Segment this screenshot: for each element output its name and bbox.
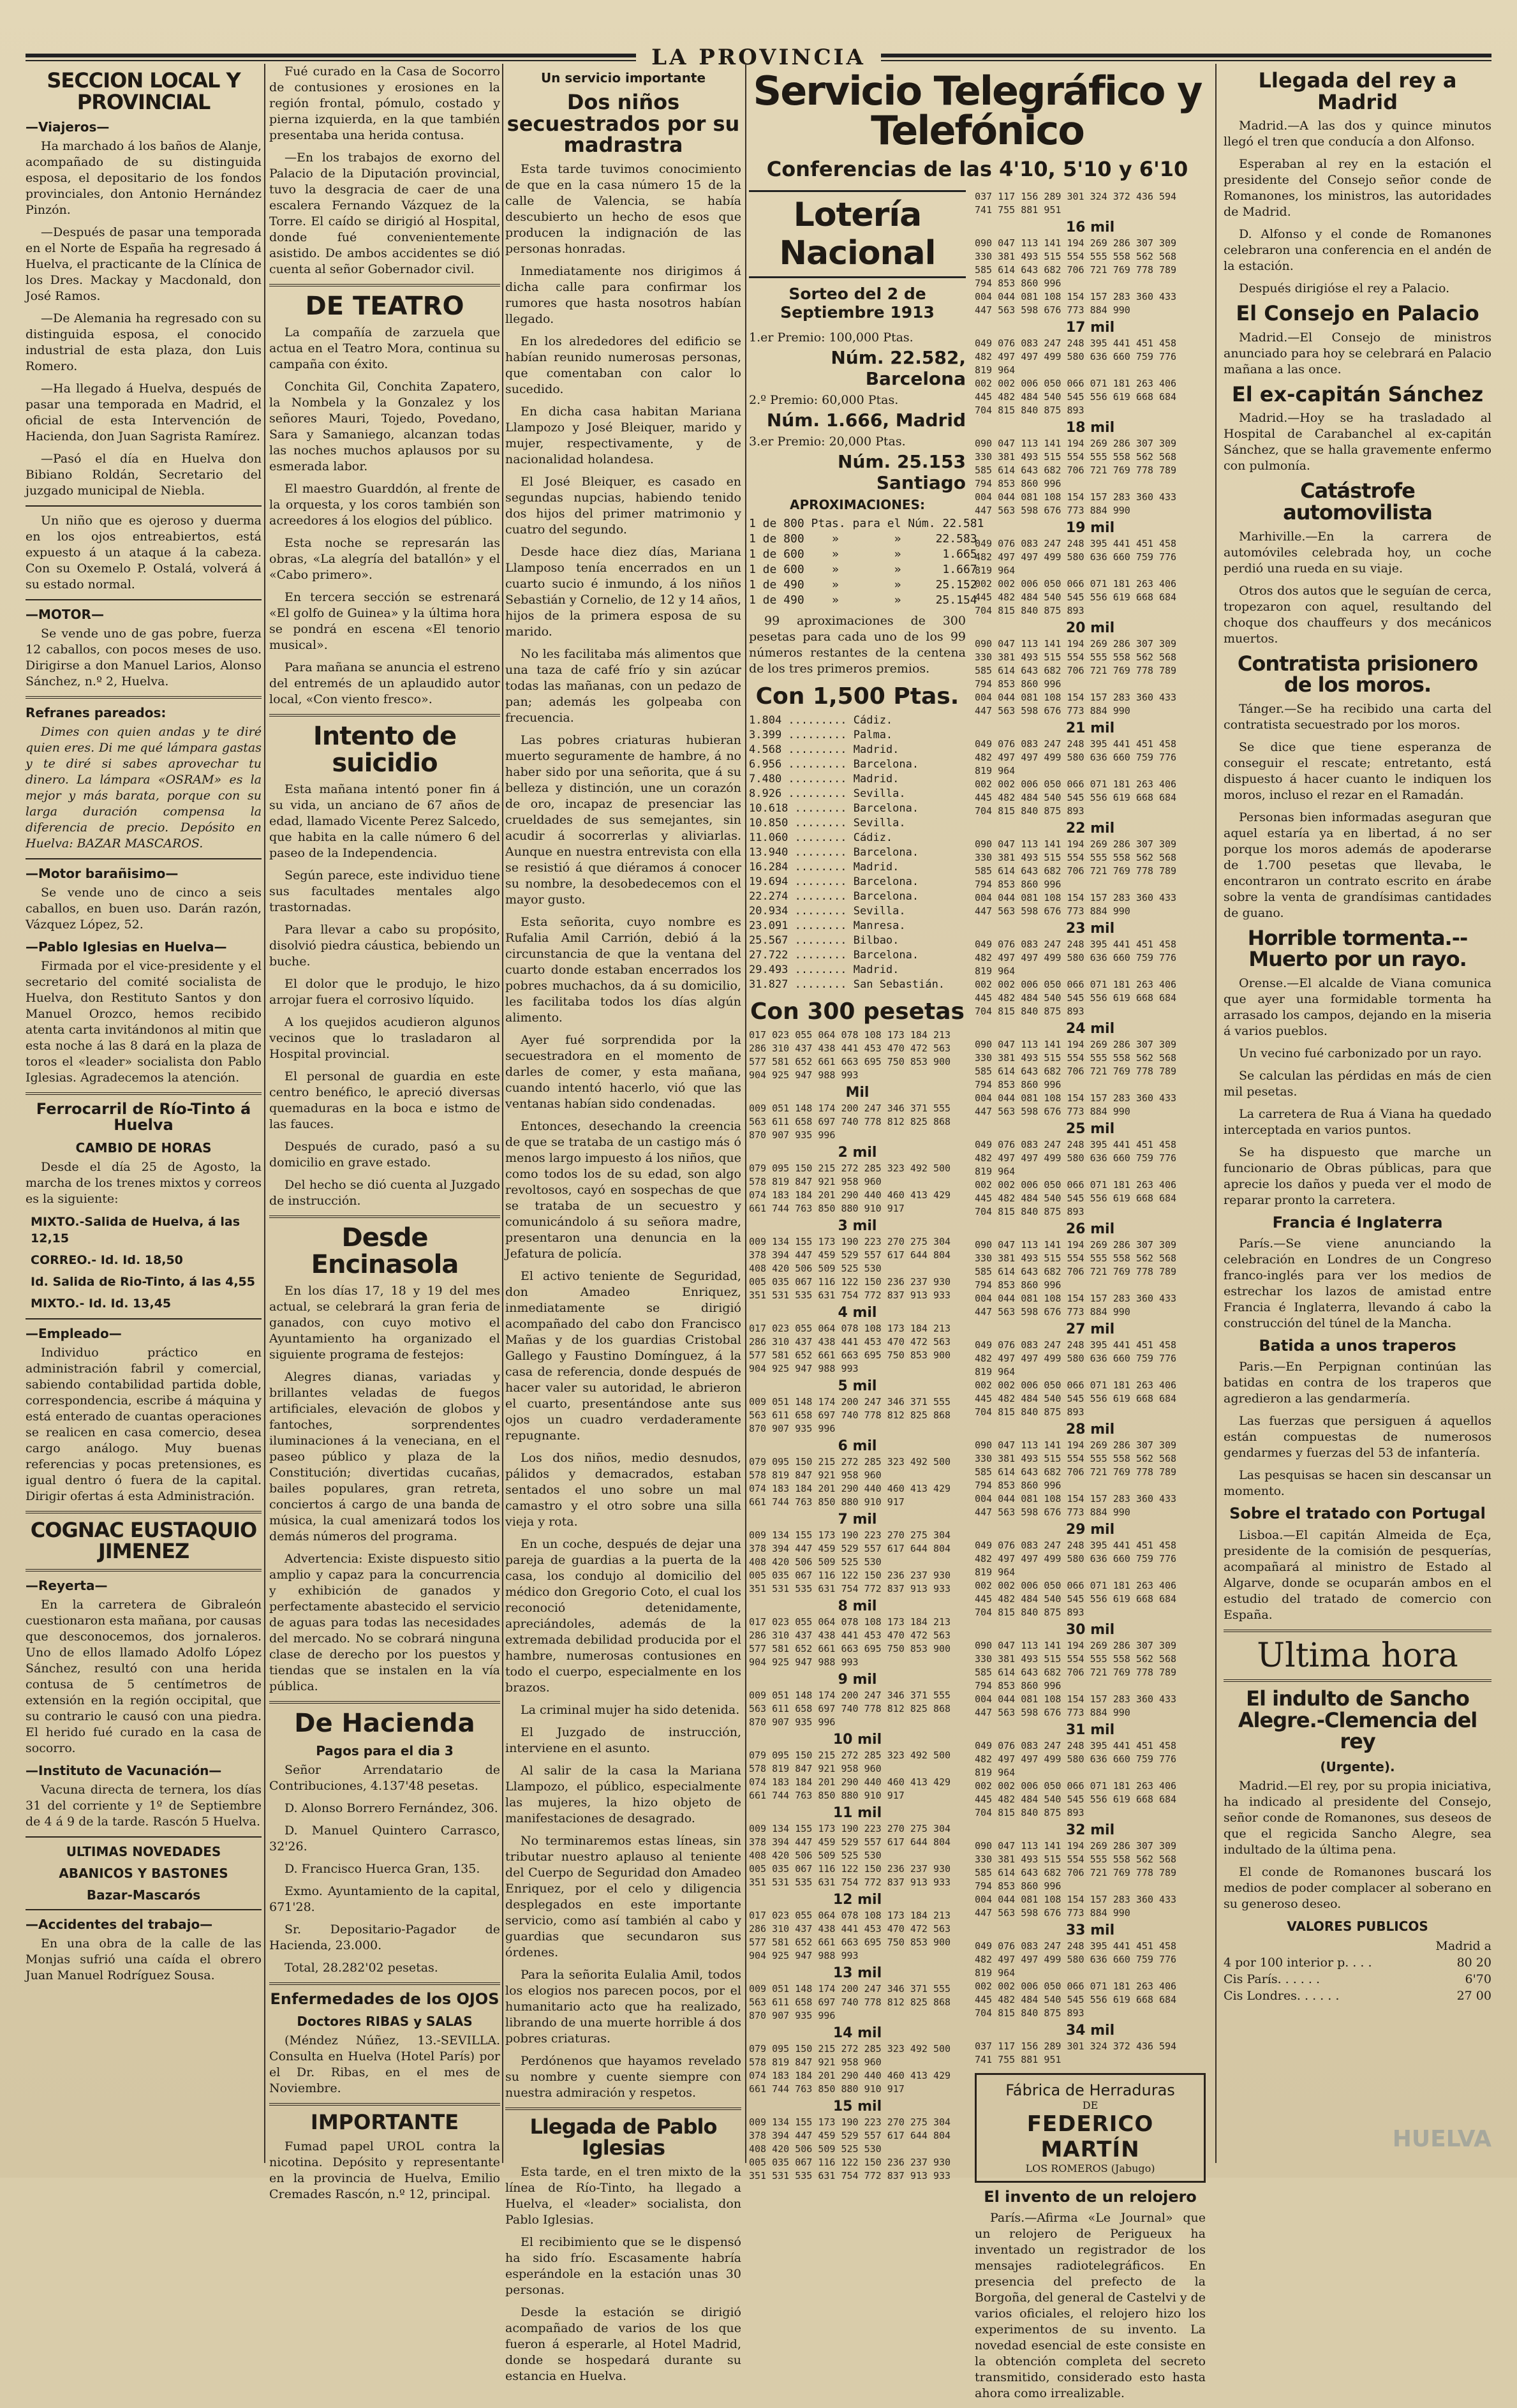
section-title: El indulto de Sancho Alegre.-Clemencia del rey (1238, 1686, 1477, 1754)
section-title: Francia é Inglaterra (1272, 1213, 1443, 1231)
subheading: CAMBIO DE HORAS (75, 1140, 212, 1156)
paragraph: Personas bien informadas aseguran que aquel estaría ya en libertad, á no ser porque los moros además de apoderarse de 1.700 pesetas que llevaba, le encontraron un contrato escrito en árabe sobre la venta de grandísimas cantidades de guano. (1224, 810, 1491, 920)
thousand-heading: 13 mil (833, 1965, 882, 1981)
stock-value: 6'70 (1465, 1972, 1491, 1986)
number-block: 090 047 113 141 194 269 286 307 309 330 381 493 515 554 555 558 562 568 585 614 643 682 706 721 769 778 789 794 853 860 996 004 044 081 108 154 157 283 360 433 447 563 598 676 773 884 990 (975, 1239, 1177, 1318)
divider (1224, 1679, 1491, 1682)
number-block: 090 047 113 141 194 269 286 307 309 330 381 493 515 554 555 558 562 568 585 614 643 682 706 721 769 778 789 794 853 860 996 004 044 081 108 154 157 283 360 433 447 563 598 676 773 884 990 (975, 838, 1177, 917)
paragraph: En la carretera de Gibraleón cuestionaron esta mañana, por causas que desconocemos, dos jornaleros. Uno de ellos llamado Adolfo López Sánchez, resultó con una herida contusa de 5 centímetros de extensión en la región occipital, que su contrario le causó con una piedra. El herido fué curado en la casa de socorro. (26, 1597, 262, 1755)
paragraph: Total, 28.282'02 pesetas. (285, 1961, 438, 1975)
section-title: De Hacienda (294, 1709, 475, 1738)
train-schedule-row: MIXTO.-Salida de Huelva, á las 12,15 (31, 1214, 241, 1245)
section-title: Ferrocarril de Río-Tinto á Huelva (36, 1100, 251, 1134)
paragraph: Firmada por el vice-presidente y el secretario del comité socialista de Huelva, don Restituto Santos y don Manuel Orozco, hemos recibido atenta carta invitándonos al mitin que esta noche á las 8 dará en la plaza de toros el «leader» socialista don Pablo Iglesias. Agradecemos la atención. (26, 959, 262, 1085)
paragraph: Señor Arrendatario de Contribuciones, 4.137'48 pesetas. (269, 1763, 500, 1793)
section-title: Desde Encinasola (311, 1223, 459, 1279)
stock-row (1224, 1988, 1491, 2004)
thousand-heading: 33 mil (1065, 1922, 1115, 1938)
approximations-heading: APROXIMACIONES: (790, 497, 925, 512)
paragraph: —Ha llegado á Huelva, después de pasar una temporada en Madrid, el oficial de esta Intervención de Hacienda, don Juan Sagrista Ramírez. (26, 382, 262, 444)
number-block: 009 134 155 173 190 223 270 275 304 378 394 447 459 529 557 617 644 804 408 420 506 509 525 530 005 035 067 116 122 150 236 237 930 351 531 535 631 754 772 837 913 933 (749, 1236, 951, 1301)
paragraph: Del hecho se dió cuenta al Juzgado de instrucción. (269, 1178, 500, 1208)
thousand-heading: 17 mil (1065, 320, 1115, 336)
thousand-heading: 31 mil (1065, 1722, 1115, 1738)
stock-value: 27 00 (1456, 1988, 1491, 2003)
divider (26, 1092, 262, 1095)
paragraph: Lisboa.—El capitán Almeida de Eça, presidente de la comisión de pesquerías, acompañará al ministro de Estado al Algarve, donde se ocuparán ambos en el estudio del tratado de comercio con España. (1224, 1527, 1491, 1622)
paragraph: Alegres dianas, variadas y brillantes veladas de fuegos artificiales, elevación de globos y fantoches, sorprendentes iluminaciones á la veneciana, en el paseo público y plaza de la Constitución; divertidas cucañas, bailes populares, gran retreta, conciertos á cargo de una banda de música, la cual amenizará todos los demás números del programa. (269, 1370, 500, 1543)
divider (1224, 1630, 1491, 1632)
paragraph: —En los trabajos de exorno del Palacio de la Diputación provincial, tuvo la desgracia de caer de una escalera Fernando Vázquez de la Torre. El caído se dirigió al Hospital, donde fué convenientemente asistido. De ambos accidentes se dió cuenta al señor Gobernador civil. (269, 151, 500, 276)
thousand-heading: 18 mil (1065, 420, 1115, 436)
column-divider (1215, 64, 1217, 2163)
paragraph: El recibimiento que se le dispensó ha sido frío. Escasamente habría esperándole en la estación unas 30 personas. (505, 2234, 741, 2297)
section-title: El ex-capitán Sánchez (1231, 382, 1484, 406)
divider (26, 1909, 262, 1910)
section-title: Llegada de Pablo Iglesias (529, 2114, 717, 2160)
paragraph: Otros dos autos que le seguían de cerca, tropezaron con aquel, resultando del choque dos chauffeurs y dos mecánicos muertos. (1224, 583, 1491, 646)
paragraph: Esperaban al rey en la estación el presidente del Consejo señor conde de Romanones, los ministros, las autoridades de Madrid. (1224, 157, 1491, 219)
number-block: 017 023 055 064 078 108 173 184 213 286 310 437 438 441 453 470 472 563 577 581 652 661 663 695 750 853 900 904 925 947 988 993 (749, 1616, 951, 1668)
thousand-heading: 12 mil (833, 1892, 882, 1908)
paragraph: Sr. Depositario-Pagador de Hacienda, 23.000. (269, 1922, 500, 1952)
paragraph: París.—Afirma «Le Journal» que un relojero de Perigueux ha inventado un registrador de los mensajes radiotelegráficos. En presencia del prefecto de la Borgoña, del general de Castelvi y de varios oficiales, el relojero hizo los experimentos de su invento. La novedad esencial de este consiste en la obtención completa del secreto transmitido, considerado esto hasta ahora como irrealizable. (975, 2211, 1206, 2401)
paragraph: Se vende uno de cinco a seis caballos, en buen uso. Darán razón, Vázquez López, 52. (26, 886, 262, 932)
divider (505, 2107, 741, 2110)
stock-label: Cis Londres. . . . . . (1224, 1988, 1340, 2003)
paragraph: Orense.—El alcalde de Viana comunica que ayer una formidable tormenta ha arrasado los campos, dejando en la miseria á varios pueblos. (1224, 976, 1491, 1038)
paragraph: La criminal mujer ha sido detenida. (521, 1702, 740, 1717)
thousand-heading: 4 mil (838, 1305, 877, 1321)
paragraph: Individuo práctico en administración fabril y comercial, sabiendo contabilidad partida doble, correspondencia, escribe á máquina y está enterado de cuantas operaciones se realicen en casa comercio, desea cargo análogo. Muy buenas referencias y pocas pretensiones, es igual dentro ó fuera de la capital. Dirigir ofertas á esta Administración. (26, 1345, 262, 1503)
thousand-heading: 8 mil (838, 1598, 877, 1614)
paragraph: —De Alemania ha regresado con su distinguida esposa, el conocido industrial de esta plaza, don Luis Romero. (26, 311, 262, 374)
divider (269, 284, 500, 286)
paragraph: Inmediatamente nos dirigimos á dicha calle para confirmar los rumores que hasta nosotros habían llegado. (505, 264, 741, 326)
divider (269, 2103, 500, 2106)
paragraph: Un vecino fué carbonizado por un rayo. (1239, 1046, 1482, 1060)
ad-line: Fábrica de Herraduras (1005, 2081, 1175, 2099)
paragraph: Entonces, desechando la creencia de que se trataba de un castigo más ó menos largo impuesto á los niños, que como todos los de su edad, son algo revoltosos, cayó en sospechas de que se trataba de un secuestro y comunicándolo á su señora madre, presentaron una denuncia en la Jefatura de policía. (505, 1119, 741, 1261)
divider (26, 858, 262, 859)
train-schedule-row: Id. Salida de Rio-Tinto, á las 4,55 (31, 1274, 256, 1289)
column-3 (505, 64, 741, 2383)
number-block: 037 117 156 289 301 324 372 436 594 741 755 881 951 (975, 2040, 1177, 2065)
advert-line: Bazar-Mascarós (86, 1887, 201, 1903)
section-title: Contratista prisionero de los moros. (1237, 651, 1478, 697)
paragraph: Se ha dispuesto que marche un funcionario de Obras públicas, para que aprecie los daños y pueda ver el modo de reparar pronto la carretera. (1224, 1145, 1491, 1207)
paragraph: Tánger.—Se ha recibido una carta del contratista secuestrado por los moros. (1224, 701, 1491, 732)
ad-line: DE (1082, 2099, 1099, 2111)
number-block: 090 047 113 141 194 269 286 307 309 330 381 493 515 554 555 558 562 568 585 614 643 682 706 721 769 778 789 794 853 860 996 004 044 081 108 154 157 283 360 433 447 563 598 676 773 884 990 (975, 1039, 1177, 1117)
paragraph: El conde de Romanones buscará los medios de poder complacer al soberano en su generoso deseo. (1224, 1864, 1491, 1911)
thousand-heading: 23 mil (1065, 921, 1115, 937)
divider (26, 599, 262, 600)
divider (26, 696, 262, 699)
masthead-rule-left (26, 54, 636, 61)
divider (269, 1701, 500, 1704)
archive-stamp: HUELVA (1392, 2126, 1491, 2152)
paragraph: Desde el día 25 de Agosto, la marcha de los trenes mixtos y correos es la siguiente: (26, 1159, 262, 1206)
divider (269, 1982, 500, 1985)
prize-number: Núm. 25.153 Santiago (838, 451, 966, 493)
paragraph: Después de curado, pasó a su domicilio en grave estado. (269, 1140, 500, 1170)
advert-line: ULTIMAS NOVEDADES (66, 1843, 221, 1859)
subheading: —Empleado— (26, 1325, 122, 1341)
paragraph: —Después de pasar una temporada en el Norte de España ha regresado á Huelva, el practicante de la Clínica de los Dres. Mackay y Macdonald, don José Ramos. (26, 225, 262, 304)
paragraph: Para la señorita Eulalia Amil, todos los elogios nos parecen pocos, por el humanitario acto que ha realizado, librando de una muerte horrible á dos pobres criaturas. (505, 1967, 741, 2046)
number-block: 090 047 113 141 194 269 286 307 309 330 381 493 515 554 555 558 562 568 585 614 643 682 706 721 769 778 789 794 853 860 996 004 044 081 108 154 157 283 360 433 447 563 598 676 773 884 990 (975, 237, 1177, 316)
thousand-heading: 25 mil (1065, 1121, 1115, 1137)
paragraph: Dimes con quien andas y te diré quien eres. Di me qué lámpara gastas y te diré si sabes aprovechar tu dinero. La lámpara «OSRAM» es la mejor y más barata, porque con su larga duración compensa la diferencia de precio. Depósito en Huelva: BAZAR MASCAROS. (26, 725, 262, 851)
horseshoe-factory-ad (975, 2073, 1206, 2183)
subheading: VALORES PUBLICOS (1287, 1918, 1428, 1934)
advert-line: ABANICOS Y BASTONES (59, 1865, 228, 1881)
number-block: 009 134 155 173 190 223 270 275 304 378 394 447 459 529 557 617 644 804 408 420 506 509 525 530 005 035 067 116 122 150 236 237 930 351 531 535 631 754 772 837 913 933 (749, 1823, 951, 1888)
number-block: 009 051 148 174 200 247 346 371 555 563 611 658 697 740 778 812 825 868 870 907 935 996 (749, 1690, 951, 1728)
divider (26, 1511, 262, 1513)
thousand-heading: Mil (845, 1085, 870, 1101)
number-block: 090 047 113 141 194 269 286 307 309 330 381 493 515 554 555 558 562 568 585 614 643 682 706 721 769 778 789 794 853 860 996 004 044 081 108 154 157 283 360 433 447 563 598 676 773 884 990 (975, 638, 1177, 717)
prize-label: 3.er Premio: 20,000 Ptas. (749, 435, 906, 449)
paragraph: Después dirigióse el rey a Palacio. (1239, 281, 1450, 296)
section-title: Intento de suicidio (313, 722, 457, 778)
paragraph: Se vende uno de gas pobre, fuerza 12 caballos, con pocos meses de uso. Dirigirse a don Manuel Larios, Alonso Sánchez, n.º 2, Huelva. (26, 627, 262, 689)
paragraph: Perdónenos que hayamos revelado su nombre y cuente siempre con nuestra admiración y respetos. (505, 2053, 741, 2100)
subheading: —Reyerta— (26, 1577, 108, 1593)
prize-tier-heading: Con 1,500 Ptas. (755, 683, 959, 710)
divider (269, 1215, 500, 1218)
column-1 (26, 64, 262, 2163)
section-title: Batida a unos traperos (1259, 1337, 1456, 1355)
paragraph: En un coche, después de dejar una pareja de guardias a la puerta de la casa, los condujo al domicilio del médico don Gregorio Coto, el cual los reconoció detenidamente, apreciándoles, además de la extremada debilidad producida por el hambre, numerosas contusiones en todo el cuerpo, especialmente en los brazos. (505, 1536, 741, 1695)
paragraph: Un niño que es ojeroso y duerma en los ojos entreabiertos, está expuesto á un ataque á la cabeza. Con su Oxemelo P. Ostalá, volverá á su estado normal. (26, 514, 262, 592)
subheading: Doctores RIBAS y SALAS (297, 2014, 473, 2030)
number-block: 079 095 150 215 272 285 323 492 500 578 819 847 921 958 960 074 183 184 201 290 440 460 413 429 661 744 763 850 880 910 917 (749, 1456, 951, 1508)
stock-table (1224, 1938, 1491, 2004)
divider (26, 1836, 262, 1838)
paragraph: Madrid.—Hoy se ha trasladado al Hospital de Carabanchel al ex-capitán Sánchez, que se halla gravemente enfermo con pulmonía. (1224, 411, 1491, 473)
thousand-heading: 32 mil (1065, 1822, 1115, 1838)
thousand-heading: 26 mil (1065, 1221, 1115, 1237)
section-title: Sobre el tratado con Portugal (1229, 1505, 1486, 1523)
number-block: 009 134 155 173 190 223 270 275 304 378 394 447 459 529 557 617 644 804 408 420 506 509 525 530 005 035 067 116 122 150 236 237 930 351 531 535 631 754 772 837 913 933 (749, 2116, 951, 2181)
number-block: 009 134 155 173 190 223 270 275 304 378 394 447 459 529 557 617 644 804 408 420 506 509 525 530 005 035 067 116 122 150 236 237 930 351 531 535 631 754 772 837 913 933 (749, 1529, 951, 1594)
thousand-heading: 27 mil (1065, 1321, 1115, 1337)
divider (26, 1569, 262, 1572)
paragraph: Esta tarde tuvimos conocimiento de que en la casa número 15 de la calle de Valencia, se había descubierto un hecho de esos que producen la indignación de las personas honradas. (505, 161, 741, 256)
thousand-heading: 30 mil (1065, 1622, 1115, 1638)
paragraph: En los alrededores del edificio se habían reunido numerosas personas, que comentaban con calor lo sucedido. (505, 334, 741, 396)
paragraph: El maestro Guarddón, al frente de la orquesta, y los coros también son acreedores á los elogios del público. (269, 482, 500, 528)
section-title: SECCION LOCAL Y PROVINCIAL (47, 68, 241, 114)
prize-number: Núm. 22.582, Barcelona (831, 347, 966, 389)
paragraph: Al salir de la casa la Mariana Llampozo, el público, especialmente las mujeres, la hizo objeto de manifestaciones de desagrado. (505, 1763, 741, 1825)
subheading: —MOTOR— (26, 607, 104, 623)
paragraph: El Juzgado de instrucción, interviene en el asunto. (505, 1725, 741, 1755)
number-block: 009 051 148 174 200 247 346 371 555 563 611 658 697 740 778 812 825 868 870 907 935 996 (749, 1396, 951, 1434)
paragraph: El dolor que le produjo, le hizo arrojar fuera el corrosivo líquido. (269, 977, 500, 1007)
number-block: 090 047 113 141 194 269 286 307 309 330 381 493 515 554 555 558 562 568 585 614 643 682 706 721 769 778 789 794 853 860 996 004 044 081 108 154 157 283 360 433 447 563 598 676 773 884 990 (975, 1439, 1177, 1518)
paragraph: Madrid.—El Consejo de ministros anunciado para hoy se celebrará en Palacio mañana a las once. (1224, 330, 1491, 376)
column-2 (269, 64, 500, 2201)
column-4 (749, 64, 1206, 2401)
thousand-heading: 34 mil (1065, 2023, 1115, 2039)
paragraph: Paris.—En Perpignan continúan las batidas en contra de los traperos que agredieron a las gendarmería. (1224, 1360, 1491, 1406)
advert-title: Enfermedades de los OJOS (270, 1990, 500, 2008)
paragraph: Según parece, este individuo tiene sus facultades mentales algo trastornadas. (269, 868, 500, 914)
subheading: —Pablo Iglesias en Huelva— (26, 939, 227, 955)
divider (26, 505, 262, 507)
thousand-heading: 29 mil (1065, 1522, 1115, 1538)
number-block: 017 023 055 064 078 108 173 184 213 286 310 437 438 441 453 470 472 563 577 581 652 661 663 695 750 853 900 904 925 947 988 993 (749, 1029, 951, 1081)
paragraph: En los días 17, 18 y 19 del mes actual, se celebrará la gran feria de ganados, con cuyo motivo el Ayuntamiento ha organizado el siguiente programa de festejos: (269, 1284, 500, 1362)
paragraph: París.—Se viene anunciando la celebración en Londres de un Congreso franco-inglés para ver los medios de estrechar los lazos de amistad entre Francia é Inglaterra, llevando á cabo la construcción del túnel de la Mancha. (1224, 1237, 1491, 1331)
number-block: 049 076 083 247 248 395 441 451 458 482 497 497 499 580 636 660 759 776 819 964 002 002 006 050 066 071 181 263 406 445 482 484 540 545 556 619 668 684 704 815 840 875 893 (975, 939, 1177, 1017)
paragraph: D. Alfonso y el conde de Romanones celebraron una conferencia en el andén de la estación. (1224, 227, 1491, 274)
number-block: 079 095 150 215 272 285 323 492 500 578 819 847 921 958 960 074 183 184 201 290 440 460 413 429 661 744 763 850 880 910 917 (749, 2043, 951, 2095)
number-block: 090 047 113 141 194 269 286 307 309 330 381 493 515 554 555 558 562 568 585 614 643 682 706 721 769 778 789 794 853 860 996 004 044 081 108 154 157 283 360 433 447 563 598 676 773 884 990 (975, 438, 1177, 516)
section-title: Catástrofe automovilista (1283, 479, 1432, 524)
paragraph: Se dice que tiene esperanza de conseguir el rescate; entretanto, está dispuesto á hacer cuanto le indiquen los moros, incluso el rezar en el Ramadán. (1224, 739, 1491, 802)
approximations-list: 1 de 800 Ptas. para el Núm. 22.581 1 de 800 » » 22.583 1 de 600 » » 1.665 1 de 600 » » 1.667 1 de 490 » » 25.152 1 de 490 » » 25.154 (749, 517, 984, 607)
paragraph: Esta señorita, cuyo nombre es Rufalia Amil Carrión, debió á la circunstancia de que la ventana del cuarto donde estaban encerrados los pobres muchachos, da á su domicilio, les facilitaba todos los días algún alimento. (505, 914, 741, 1025)
winners-list: 1.804 ......... Cádiz. 3.399 ......... Palma. 4.568 ......... Madrid. 6.956 ......... Barcelona. 7.480 ......... Madrid. 8.926 ......... Sevilla. 10.618 ........ Barcelona. 10.850 ........ Sevilla. 11.060 ........ Cádiz. 13.940 ........ Barcelona. 16.284 ........ Madrid. 19.694 ........ Barcelona. 22.274 ........ Barcelona. 20.934 ........ Sevilla. 23.091 ........ Manresa. 25.567 ........ Bilbao. 27.722 ........ Barcelona. 29.493 ........ Madrid. 31.827 ........ San Sebastián. (749, 714, 945, 991)
advert-title: COGNAC EUSTAQUIO JIMENEZ (30, 1517, 257, 1564)
train-schedule-row: CORREO.- Id. Id. 18,50 (31, 1252, 183, 1267)
paragraph: Madrid.—A las dos y quince minutos llegó el tren que conducía a don Alfonso. (1224, 119, 1491, 149)
train-schedule-row: MIXTO.- Id. Id. 13,45 (31, 1296, 172, 1311)
paragraph: En dicha casa habitan Mariana Llampozo y José Bleiquer, marido y mujer, respectivamente, y de nacionalidad holandesa. (505, 404, 741, 466)
paragraph: La compañía de zarzuela que actua en el Teatro Mora, continua su campaña con éxito. (269, 325, 500, 371)
paragraph: Madrid.—El rey, por su propia iniciativa, ha indicado al presidente del Consejo, señor conde de Romanones, sus deseos de que el regicida Sancho Alegre, sea indultado de la última pena. (1224, 1778, 1491, 1857)
paragraph: No terminaremos estas líneas, sin tributar nuestro aplauso al teniente del Cuerpo de Seguridad don Amadeo Enriquez, por el celo y diligencia desplegados en este importante servicio, como así también al cabo y guardias que secundaron sus órdenes. (505, 1833, 741, 1959)
stock-location: Madrid a (1435, 1938, 1491, 1953)
masthead-rule-right (881, 54, 1491, 61)
paragraph: Se calculan las pérdidas en más de cien mil pesetas. (1224, 1068, 1491, 1099)
number-block: 049 076 083 247 248 395 441 451 458 482 497 497 499 580 636 660 759 776 819 964 002 002 006 050 066 071 181 263 406 445 482 484 540 545 556 619 668 684 704 815 840 875 893 (975, 1940, 1177, 2019)
paragraph: Para mañana se anuncia el estreno del entremés de un aplaudido autor local, «Con viento fresco». (269, 660, 500, 706)
number-block: 079 095 150 215 272 285 323 492 500 578 819 847 921 958 960 074 183 184 201 290 440 460 413 429 661 744 763 850 880 910 917 (749, 1163, 951, 1214)
paragraph: D. Francisco Huerca Gran, 135. (285, 1862, 480, 1876)
number-block: 049 076 083 247 248 395 441 451 458 482 497 497 499 580 636 660 759 776 819 964 002 002 006 050 066 071 181 263 406 445 482 484 540 545 556 619 668 684 704 815 840 875 893 (975, 1740, 1177, 1818)
thousand-heading: 22 mil (1065, 821, 1115, 836)
ad-line: LOS ROMEROS (Jabugo) (1025, 2162, 1155, 2174)
paragraph: Advertencia: Existe dispuesto sitio amplio y capaz para la concurrencia y exhibición de ganados y perfectamente abastecido el servicio de aguas para todas las necesidades del mercado. No se cobrará ninguna clase de derecho por los puestos y tiendas que se instalen en la vía pública. (269, 1552, 500, 1693)
section-title: Ultima hora (1257, 1636, 1458, 1675)
thousand-heading: 16 mil (1065, 219, 1115, 235)
paragraph: Ayer fué sorprendida por la secuestradora en el momento de darles de comer, y esta mañana, cuando intentó hacerlo, vió que las ventanas habían sido condenadas. (505, 1032, 741, 1111)
number-block: 049 076 083 247 248 395 441 451 458 482 497 497 499 580 636 660 759 776 819 964 002 002 006 050 066 071 181 263 406 445 482 484 540 545 556 619 668 684 704 815 840 875 893 (975, 1139, 1177, 1217)
stock-row (1224, 1971, 1491, 1988)
divider (269, 714, 500, 717)
prize-tier-heading: Con 300 pesetas (750, 999, 965, 1025)
thousand-heading: 24 mil (1065, 1021, 1115, 1037)
masthead-title: LA PROVINCIA (651, 45, 866, 70)
paragraph: Los dos niños, medio desnudos, pálidos y demacrados, estaban sentados el uno sobre un mal camastro y el otro sobre una silla vieja y rota. (505, 1450, 741, 1529)
paragraph: Desde hace diez días, Mariana Llamposo tenía encerrados en un cuarto sucio é inmundo, á los niños Sebastián y Cornelio, de 12 y 14 años, hijos de la primera esposa de su marido. (505, 544, 741, 639)
ad-line: FEDERICO MARTÍN (1026, 2111, 1154, 2162)
section-title: Llegada del rey a Madrid (1258, 68, 1457, 114)
paragraph: Las fuerzas que persiguen á aquellos están compuestas de numerosos gendarmes y fuerzas del 53 de infantería. (1224, 1414, 1491, 1460)
paragraph: 99 aproximaciones de 300 pesetas para cada uno de los 99 números restantes de la centena de los tres primeros premios. (749, 614, 966, 676)
thousand-heading: 11 mil (833, 1805, 882, 1821)
number-block: 049 076 083 247 248 395 441 451 458 482 497 497 499 580 636 660 759 776 819 964 002 002 006 050 066 071 181 263 406 445 482 484 540 545 556 619 668 684 704 815 840 875 893 (975, 738, 1177, 817)
thousand-heading: 2 mil (838, 1145, 877, 1161)
paragraph: D. Manuel Quintero Carrasco, 32'26. (269, 1824, 500, 1854)
telegraph-subheading: Conferencias de las 4'10, 5'10 y 6'10 (766, 157, 1188, 181)
stock-label: 4 por 100 interior p. . . . (1224, 1955, 1372, 1970)
subheading: (Urgente). (1320, 1758, 1395, 1774)
section-title: DE TEATRO (305, 292, 464, 321)
paragraph: La carretera de Rua á Viana ha quedado interceptada en varios puntos. (1224, 1106, 1491, 1137)
paragraph: Las pobres criaturas hubieran muerto seguramente de hambre, á no haber sido por una señorita, que á su belleza y distinción, une un corazón de oro, incapaz de presenciar las crueldades de sus semejantes, sin acudir á socorrerlas y aliviarlas. Aunque en nuestra entrevista con ella se resistió á que diéramos á conocer su nombre, la desobedecemos con el mayor gusto. (505, 732, 741, 907)
stock-value: 80 20 (1456, 1955, 1491, 1970)
paragraph: El José Bleiquer, es casado en segundas nupcias, habiendo tenido dos hijos del primer matrimonio y cuatro del segundo. (505, 474, 741, 537)
subheading: —Motor barañisimo— (26, 866, 179, 882)
number-block: 017 023 055 064 078 108 173 184 213 286 310 437 438 441 453 470 472 563 577 581 652 661 663 695 750 853 900 904 925 947 988 993 (749, 1910, 951, 1961)
thousand-heading: 6 mil (838, 1438, 877, 1454)
number-block: 049 076 083 247 248 395 441 451 458 482 497 497 499 580 636 660 759 776 819 964 002 002 006 050 066 071 181 263 406 445 482 484 540 545 556 619 668 684 704 815 840 875 893 (975, 1540, 1177, 1618)
number-block: 017 023 055 064 078 108 173 184 213 286 310 437 438 441 453 470 472 563 577 581 652 661 663 695 750 853 900 904 925 947 988 993 (749, 1323, 951, 1374)
advert-title: IMPORTANTE (310, 2110, 459, 2135)
paragraph: A los quejidos acudieron algunos vecinos que lo trasladaron al Hospital provincial. (269, 1015, 500, 1061)
number-block: 037 117 156 289 301 324 372 436 594 741 755 881 951 (975, 191, 1177, 216)
paragraph: El personal de guardia en este centro benéfico, le apreció diversas quemaduras en la boca e istmo de las fauces. (269, 1069, 500, 1131)
stock-label: Cis París. . . . . . (1224, 1972, 1321, 1986)
thousand-heading: 3 mil (838, 1218, 877, 1234)
paragraph: Para llevar a cabo su propósito, disolvió piedra cáustica, bebiendo un buche. (269, 923, 500, 969)
section-title: El Consejo en Palacio (1236, 301, 1479, 326)
prize-label: 1.er Premio: 100,000 Ptas. (749, 331, 914, 345)
paragraph: Conchita Gil, Conchita Zapatero, la Nombela y la Gonzalez y los señores Mauri, Tojedo, Povedano, Sara y Samaniego, alcanzan todas las noches muchos aplausos por su esmerada labor. (269, 380, 500, 473)
paragraph: En tercera sección se estrenará «El golfo de Guinea» y la última hora se pondrá en escena «El tenorio musical». (269, 590, 500, 652)
paragraph: —Pasó el día en Huelva don Bibiano Roldán, Secretario del juzgado municipal de Niebla. (26, 452, 262, 498)
lottery-date: Sorteo del 2 de Septiembre 1913 (780, 285, 935, 322)
lottery-results (749, 190, 984, 2408)
paragraph: Fumad papel UROL contra la nicotina. Depósito y representante en la provincia de Huelva, Emilio Cremades Rascón, n.º 12, principal. (269, 2139, 500, 2201)
column-divider (264, 64, 265, 2163)
kicker: Un servicio importante (540, 70, 706, 85)
subheading: —Instituto de Vacunación— (26, 1762, 222, 1778)
subheading: Refranes pareados: (26, 705, 166, 721)
thousand-heading: 10 mil (833, 1732, 882, 1748)
lottery-number-lists (975, 190, 1206, 2408)
number-block: 049 076 083 247 248 395 441 451 458 482 497 497 499 580 636 660 759 776 819 964 002 002 006 050 066 071 181 263 406 445 482 484 540 545 556 619 668 684 704 815 840 875 893 (975, 538, 1177, 616)
paragraph: Las pesquisas se hacen sin descansar un momento. (1224, 1468, 1491, 1499)
paragraph: Marhiville.—En la carrera de automóviles celebrada hoy, un coche perdió una rueda en su viaje. (1224, 529, 1491, 576)
section-title: Dos niños secuestrados por su madrastra (507, 90, 740, 158)
number-block: 090 047 113 141 194 269 286 307 309 330 381 493 515 554 555 558 562 568 585 614 643 682 706 721 769 778 789 794 853 860 996 004 044 081 108 154 157 283 360 433 447 563 598 676 773 884 990 (975, 1640, 1177, 1718)
divider (26, 1318, 262, 1319)
column-5 (1224, 64, 1491, 2163)
paragraph: D. Alonso Borrero Fernández, 306. (285, 1801, 498, 1815)
thousand-heading: 21 mil (1065, 720, 1115, 736)
lottery-section (749, 190, 1206, 2408)
thousand-heading: 19 mil (1065, 520, 1115, 536)
thousand-heading: 9 mil (838, 1672, 877, 1688)
lottery-title: Lotería Nacional (749, 190, 966, 278)
paragraph: El activo teniente de Seguridad, don Amadeo Enriquez, inmediatamente se dirigió acompañado del cabo don Francisco Mañas y de los guardias Cristobal Gallego y Faustino Domínguez, á la casa de referencia, donde después de hacer valer su autoridad, le abrieron el cuarto, presentándose ante sus ojos un cuadro verdaderamente repugnante. (505, 1268, 741, 1443)
section-title: El invento de un relojero (984, 2188, 1197, 2206)
paragraph: (Méndez Núñez, 13.-SEVILLA. Consulta en Huelva (Hotel París) por el Dr. Ribas, en el mes de Noviembre. (269, 2033, 500, 2096)
prize-number: Núm. 1.666, Madrid (766, 410, 966, 431)
number-block: 090 047 113 141 194 269 286 307 309 330 381 493 515 554 555 558 562 568 585 614 643 682 706 721 769 778 789 794 853 860 996 004 044 081 108 154 157 283 360 433 447 563 598 676 773 884 990 (975, 1840, 1177, 1919)
thousand-heading: 5 mil (838, 1378, 877, 1394)
paragraph: Esta noche se represarán las obras, «La alegría del batallón» y el «Cabo primero». (269, 536, 500, 582)
subheading: —Viajeros— (26, 119, 110, 135)
subheading: Pagos para el dia 3 (316, 1743, 454, 1758)
column-divider (502, 64, 503, 2163)
paragraph: Ha marchado á los baños de Alanje, acompañado de su distinguida esposa, el depositario de los fondos provinciales, don Antonio Hernández Pinzón. (26, 139, 262, 218)
paragraph: Exmo. Ayuntamiento de la capital, 671'28. (269, 1884, 500, 1914)
thousand-heading: 28 mil (1065, 1422, 1115, 1438)
section-title: Horrible tormenta.--Muerto por un rayo. (1247, 925, 1468, 972)
number-block: 009 051 148 174 200 247 346 371 555 563 611 658 697 740 778 812 825 868 870 907 935 996 (749, 1103, 951, 1141)
paragraph: No les facilitaba más alimentos que una taza de café frío y sin azúcar todas las mañanas, con un pedazo de pan; además les golpeaba con frecuencia. (505, 646, 741, 725)
number-block: 009 051 148 174 200 247 346 371 555 563 611 658 697 740 778 812 825 868 870 907 935 996 (749, 1983, 951, 2021)
thousand-heading: 15 mil (833, 2099, 882, 2114)
number-block: 079 095 150 215 272 285 323 492 500 578 819 847 921 958 960 074 183 184 201 290 440 460 413 429 661 744 763 850 880 910 917 (749, 1750, 951, 1801)
stock-row (1224, 1954, 1491, 1971)
paragraph: En una obra de la calle de las Monjas sufrió una caída el obrero Juan Manuel Rodríguez Sousa. (26, 1936, 262, 1982)
thousand-heading: 14 mil (833, 2025, 882, 2041)
number-block: 049 076 083 247 248 395 441 451 458 482 497 497 499 580 636 660 759 776 819 964 002 002 006 050 066 071 181 263 406 445 482 484 540 545 556 619 668 684 704 815 840 875 893 (975, 1339, 1177, 1418)
paragraph: Desde la estación se dirigió acompañado de varios de los que fueron á esperarle, al Hotel Madrid, donde se hospedará durante su estancia en Huelva. (505, 2305, 741, 2383)
telegraph-headline: Servicio Telegráfico y Telefónico (753, 68, 1202, 154)
paragraph: Vacuna directa de ternera, los días 31 del corriente y 1º de Septiembre de 4 á 9 de la tarde. Rascón 5 Huelva. (26, 1782, 262, 1829)
thousand-heading: 7 mil (838, 1512, 877, 1527)
thousand-heading: 20 mil (1065, 620, 1115, 636)
paragraph: Esta mañana intentó poner fin á su vida, un anciano de 67 años de edad, llamado Vicente Perez Salcedo, que habita en la calle número 6 del paseo de la Independencia. (269, 782, 500, 860)
paragraph: Fué curado en la Casa de Socorro de contusiones y erosiones en la región frontal, pómulo, costado y pierna izquierda, en la que también presentaba una herida contusa. (269, 64, 500, 142)
column-divider (745, 64, 746, 2163)
paragraph: Esta tarde, en el tren mixto de la línea de Río-Tinto, ha llegado a Huelva, el «leader» socialista, don Pablo Iglesias. (505, 2164, 741, 2227)
number-block: 049 076 083 247 248 395 441 451 458 482 497 497 499 580 636 660 759 776 819 964 002 002 006 050 066 071 181 263 406 445 482 484 540 545 556 619 668 684 704 815 840 875 893 (975, 338, 1177, 416)
subheading: —Accidentes del trabajo— (26, 1916, 213, 1932)
prize-label: 2.º Premio: 60,000 Ptas. (749, 393, 899, 407)
